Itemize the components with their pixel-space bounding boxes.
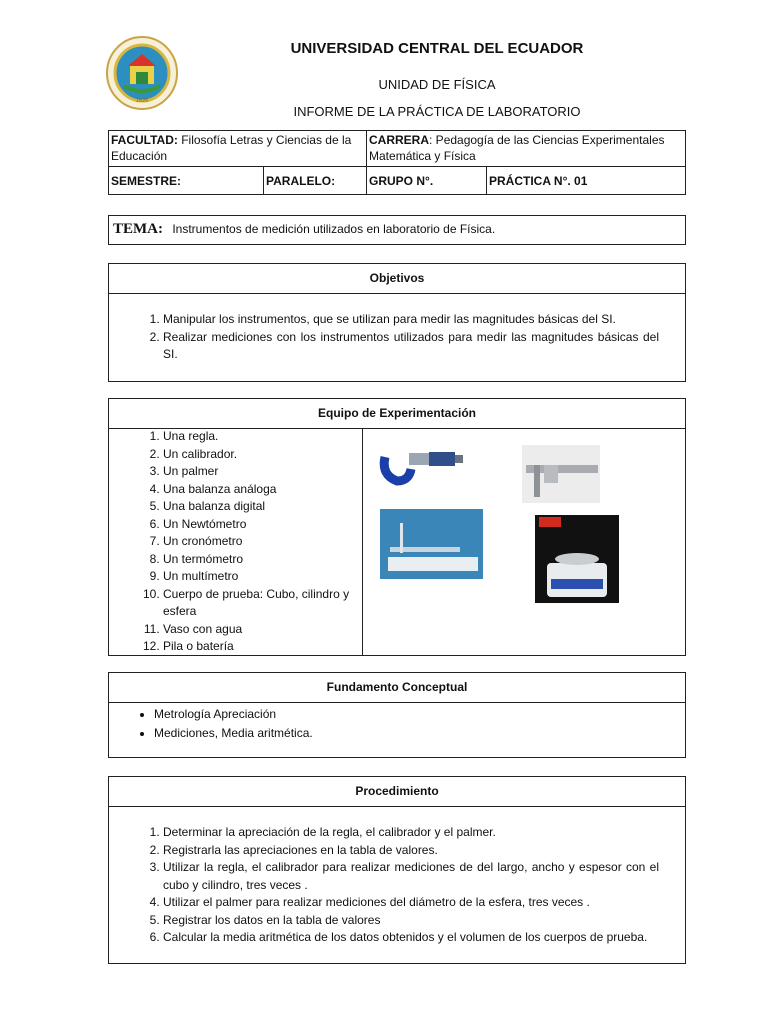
equipo-box [108,398,686,656]
list-item: 3. Utilizar la regla, el calibrador para realizar mediciones de del largo, ancho y espesor con el cubo y cilindro, tres veces . [163,859,659,894]
list-item: 1. Determinar la apreciación de la regla, el calibrador y el palmer. [163,824,659,842]
equipo-title: Equipo de Experimentación [109,399,685,429]
list-item: 5. Una balanza digital [163,498,354,516]
facultad-cell [109,131,367,167]
objetivos-list [109,311,685,364]
university-seal-logo [106,36,178,110]
info-table [108,130,686,195]
fundamento-title: Fundamento Conceptual [109,673,685,703]
list-item: 2. Un calibrador. [163,446,354,464]
carrera-value: : Pedagogía de las Ciencias Experimentales Matemática y Física [369,133,665,163]
list-item: 6. Calcular la media aritmética de los datos obtenidos y el volumen de los cuerpos de prueba. [163,929,659,947]
list-item: 1. Una regla. [163,428,354,446]
list-item: 11. Vaso con agua [163,621,354,639]
report-title: INFORME DE LA PRÁCTICA DE LABORATORIO [293,104,581,119]
list-item: 2. Realizar mediciones con los instrumentos utilizados para medir las magnitudes básicas del SI. [163,329,659,364]
list-item: 4. Una balanza análoga [163,481,354,499]
carrera-label: CARRERA [369,133,430,147]
procedimiento-box [108,776,686,964]
procedimiento-list [109,824,685,947]
list-item: 9. Un multímetro [163,568,354,586]
facultad-value: Filosofía Letras y Ciencias de la Educación [111,133,352,163]
list-item: 2. Registrarla las apreciaciones en la tabla de valores. [163,842,659,860]
facultad-label: FACULTAD: [111,133,178,147]
list-item: 8. Un termómetro [163,551,354,569]
list-item: 4. Utilizar el palmer para realizar mediciones del diámetro de la esfera, tres veces . [163,894,659,912]
list-item: 10. Cuerpo de prueba: Cubo, cilindro y esfera [163,586,354,621]
practica-cell [487,167,686,195]
semestre-cell: SEMESTRE: [109,167,264,195]
caliper-image [522,445,600,503]
carrera-cell [367,131,686,167]
list-item: 3. Un palmer [163,463,354,481]
list-item: 1. Manipular los instrumentos, que se utilizan para medir las magnitudes básicas del SI. [163,311,659,329]
fundamento-list [109,705,685,743]
objetivos-title: Objetivos [109,264,685,294]
list-item: 6. Un Newtómetro [163,516,354,534]
paralelo-cell: PARALELO: [264,167,367,195]
procedimiento-title: Procedimiento [109,777,685,807]
fundamento-box [108,672,686,758]
tema-value: Instrumentos de medición utilizados en laboratorio de Física. [172,222,496,236]
unit-title: UNIDAD DE FÍSICA [378,77,496,92]
list-item: • Mediciones, Media aritmética. [154,724,685,743]
university-title: UNIVERSIDAD CENTRAL DEL ECUADOR [290,40,584,57]
list-item: 5. Registrar los datos en la tabla de valores [163,912,659,930]
digital-balance-image [535,515,619,603]
tema-label: TEMA: [113,221,163,237]
objetivos-box [108,263,686,382]
tema-box [108,215,686,245]
equipo-list-cell [109,428,363,655]
list-item: 12. Pila o batería [163,638,354,656]
micrometer-image [379,447,465,487]
list-item: 7. Un cronómetro [163,533,354,551]
grupo-cell: GRUPO N°. [367,167,487,195]
equipo-list [109,428,362,656]
practica-value: 01 [574,173,588,188]
list-item: • Metrología Apreciación [154,705,685,724]
analog-balance-image [380,509,483,579]
svg-text:1826: 1826 [135,98,149,104]
practica-label: PRÁCTICA N°. [489,173,571,188]
